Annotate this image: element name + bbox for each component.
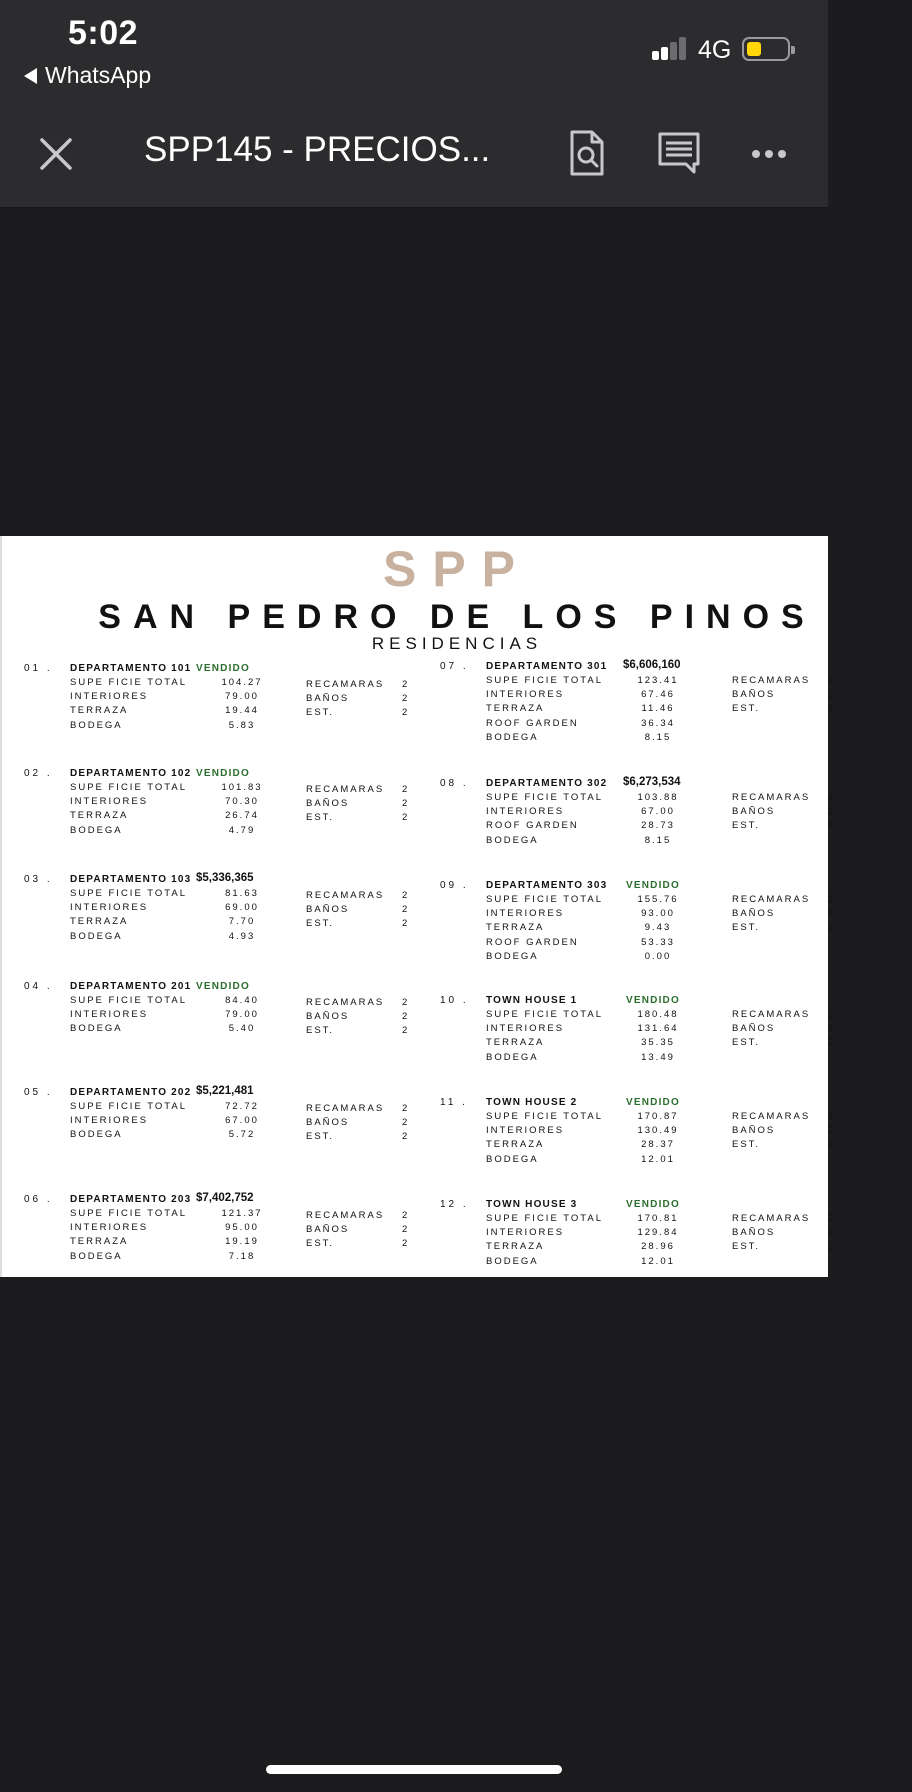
area-label: BODEGA <box>486 1153 539 1165</box>
unit-name: DEPARTAMENTO 301 <box>486 661 608 672</box>
search-document-button[interactable] <box>562 128 612 178</box>
area-value: 67.00 <box>641 806 675 818</box>
area-label: INTERIORES <box>70 1115 149 1127</box>
spec-value: 2 <box>402 693 410 705</box>
area-value: 9.43 <box>644 922 672 934</box>
area-value: 5.40 <box>228 1023 256 1035</box>
spec-value: 2 <box>402 904 410 916</box>
unit-name: DEPARTAMENTO 101 <box>70 663 192 674</box>
spec-label: BAÑOS <box>732 1125 776 1137</box>
area-value: 35.35 <box>641 1037 675 1049</box>
spec-value: 2 <box>828 806 836 818</box>
spec-value: 2 <box>402 784 410 795</box>
spec-label: BAÑOS <box>732 689 776 701</box>
unit-price: $5,221,481 <box>196 1085 254 1097</box>
area-value: 4.79 <box>228 824 256 836</box>
area-label: BODEGA <box>70 1023 123 1035</box>
more-icon <box>752 150 760 158</box>
network-type: 4G <box>698 36 732 64</box>
spec-row <box>306 890 446 904</box>
area-value: 70.30 <box>225 796 259 808</box>
area-label: TERRAZA <box>486 1037 545 1049</box>
unit-price: $6,273,534 <box>623 776 681 788</box>
spec-value: 2 <box>402 1011 410 1023</box>
area-label: INTERIORES <box>486 689 565 701</box>
comments-button[interactable] <box>654 128 704 178</box>
unit-name: DEPARTAMENTO 201 <box>70 981 192 992</box>
spec-row <box>732 1037 872 1051</box>
area-value: 53.33 <box>641 936 675 948</box>
status-bar <box>0 0 828 100</box>
spec-label: EST. <box>732 820 761 832</box>
area-value: 84.40 <box>225 995 259 1006</box>
unit-name: TOWN HOUSE 2 <box>486 1097 578 1108</box>
area-label: BODEGA <box>70 824 123 836</box>
spec-row <box>306 798 446 812</box>
sold-badge: VENDIDO <box>626 880 680 891</box>
area-label: ROOF GARDEN <box>486 717 579 729</box>
area-value: 69.00 <box>225 902 259 914</box>
area-label: SUPE FICIE TOTAL <box>486 1213 603 1224</box>
spec-value: 2 <box>402 997 410 1008</box>
spec-row <box>732 703 872 717</box>
spec-label: BAÑOS <box>306 693 350 705</box>
area-value: 8.15 <box>644 834 672 846</box>
spec-label: RECAMARAS <box>732 1111 811 1122</box>
spec-row <box>732 1241 872 1255</box>
area-value: 155.76 <box>637 894 679 905</box>
spec-row <box>306 812 446 826</box>
unit-number: 12 . <box>440 1199 469 1210</box>
unit-number: 05 . <box>24 1087 53 1098</box>
area-label: SUPE FICIE TOTAL <box>486 1009 603 1020</box>
area-label: BODEGA <box>486 1255 539 1267</box>
spec-label: EST. <box>306 812 335 824</box>
area-label: INTERIORES <box>486 1023 565 1035</box>
unit-name: DEPARTAMENTO 102 <box>70 768 192 779</box>
area-value: 12.01 <box>641 1153 675 1165</box>
area-label: TERRAZA <box>486 703 545 715</box>
spec-label: EST. <box>306 1025 335 1037</box>
close-button[interactable] <box>36 134 76 174</box>
area-value: 79.00 <box>225 1009 259 1021</box>
spec-value: 2 <box>828 1125 836 1137</box>
spec-row <box>732 1009 872 1023</box>
spec-label: BAÑOS <box>306 798 350 810</box>
area-value: 11.46 <box>641 703 675 715</box>
spec-row <box>306 707 446 721</box>
spec-row <box>732 1213 872 1227</box>
spec-row <box>306 1224 446 1238</box>
spec-value: 2 <box>828 1213 836 1224</box>
area-row <box>486 951 866 965</box>
area-value: 81.63 <box>225 888 259 899</box>
area-value: 13.49 <box>641 1051 675 1063</box>
spec-label: EST. <box>306 1238 335 1250</box>
unit-price: $6,606,160 <box>623 659 681 671</box>
area-value: 19.44 <box>225 705 259 717</box>
area-label: INTERIORES <box>70 902 149 914</box>
unit-name: DEPARTAMENTO 302 <box>486 778 608 789</box>
unit-number: 06 . <box>24 1194 53 1205</box>
spec-value: 2 <box>402 918 410 930</box>
spec-row <box>732 806 872 820</box>
spec-label: EST. <box>732 703 761 715</box>
spec-label: RECAMARAS <box>306 1103 385 1114</box>
spec-label: BAÑOS <box>732 1227 776 1239</box>
unit-name: TOWN HOUSE 3 <box>486 1199 578 1210</box>
spec-value: 2 <box>828 1037 836 1049</box>
sold-badge: VENDIDO <box>196 663 250 674</box>
spec-row <box>306 1011 446 1025</box>
area-label: SUPE FICIE TOTAL <box>70 677 187 688</box>
document-subheading: RESIDENCIAS <box>371 634 543 653</box>
spec-value: 2 <box>402 1103 410 1114</box>
spec-label: BAÑOS <box>306 1224 350 1236</box>
home-indicator[interactable] <box>266 1765 562 1774</box>
area-value: 79.00 <box>225 691 259 703</box>
spec-label: BAÑOS <box>732 806 776 818</box>
spec-value: 2 <box>828 792 836 803</box>
spec-label: RECAMARAS <box>306 1210 385 1221</box>
sold-badge: VENDIDO <box>626 995 680 1006</box>
area-label: INTERIORES <box>486 908 565 920</box>
spec-label: RECAMARAS <box>732 1009 811 1020</box>
sold-badge: VENDIDO <box>626 1097 680 1108</box>
area-label: INTERIORES <box>486 1227 565 1239</box>
spec-row <box>306 1025 446 1039</box>
spec-label: RECAMARAS <box>306 679 385 690</box>
spec-value: 2 <box>828 908 836 920</box>
area-label: SUPE FICIE TOTAL <box>486 894 603 905</box>
spec-value: 2 <box>828 1023 836 1035</box>
area-row <box>486 732 866 746</box>
spec-label: EST. <box>732 1139 761 1151</box>
spec-label: BAÑOS <box>732 908 776 920</box>
unit-number: 03 . <box>24 874 53 885</box>
spec-label: RECAMARAS <box>732 792 811 803</box>
spec-row <box>732 1111 872 1125</box>
spec-value: 2 <box>828 820 836 832</box>
unit-number: 10 . <box>440 995 469 1006</box>
status-time: 5:02 <box>68 14 139 52</box>
area-value: 67.00 <box>225 1115 259 1127</box>
area-label: BODEGA <box>486 950 539 962</box>
area-value: 170.87 <box>637 1111 679 1122</box>
area-value: 104.27 <box>221 677 263 688</box>
area-value: 19.19 <box>225 1236 259 1248</box>
spec-value: 2 <box>402 707 410 719</box>
area-label: BODEGA <box>70 930 123 942</box>
unit-number: 07 . <box>440 661 469 672</box>
close-icon <box>36 134 76 174</box>
area-label: INTERIORES <box>70 796 149 808</box>
area-label: BODEGA <box>70 1129 123 1141</box>
unit-number: 11 . <box>440 1097 468 1108</box>
sold-badge: VENDIDO <box>626 1199 680 1210</box>
spec-row <box>306 1238 446 1252</box>
area-label: INTERIORES <box>70 691 149 703</box>
spec-label: EST. <box>732 922 761 934</box>
spec-label: EST. <box>732 1037 761 1049</box>
area-value: 7.18 <box>228 1250 256 1262</box>
area-label: INTERIORES <box>486 806 565 818</box>
spec-row <box>306 1103 446 1117</box>
spec-value: 2 <box>402 798 410 810</box>
area-value: 4.93 <box>228 930 256 942</box>
spec-row <box>306 1210 446 1224</box>
area-label: BODEGA <box>486 834 539 846</box>
area-value: 123.41 <box>637 675 679 686</box>
area-value: 131.64 <box>637 1023 679 1035</box>
spec-label: RECAMARAS <box>732 1213 811 1224</box>
unit-number: 02 . <box>24 768 53 779</box>
spec-row <box>732 792 872 806</box>
spec-row <box>306 1131 446 1145</box>
area-value: 12.01 <box>641 1255 675 1267</box>
area-value: 121.37 <box>221 1208 263 1219</box>
area-row <box>70 720 450 734</box>
area-label: SUPE FICIE TOTAL <box>70 995 187 1006</box>
area-label: SUPE FICIE TOTAL <box>70 1101 187 1112</box>
spec-value: 2 <box>828 1009 836 1020</box>
spec-label: EST. <box>306 707 335 719</box>
spec-value: 2 <box>402 1238 410 1250</box>
spec-value: 2 <box>828 1241 836 1253</box>
spec-value: 2 <box>828 922 836 934</box>
area-value: 170.81 <box>637 1213 679 1224</box>
spec-value: 2 <box>402 1224 410 1236</box>
area-value: 95.00 <box>225 1222 259 1234</box>
more-options-button[interactable] <box>752 144 792 164</box>
spec-row <box>306 1117 446 1131</box>
back-to-app-link[interactable] <box>24 62 151 89</box>
area-value: 28.96 <box>641 1241 675 1253</box>
spec-row <box>732 908 872 922</box>
spec-value: 2 <box>402 1210 410 1221</box>
area-row <box>70 1251 450 1265</box>
area-label: INTERIORES <box>70 1222 149 1234</box>
area-label: TERRAZA <box>70 916 129 928</box>
area-row <box>486 937 866 951</box>
area-value: 72.72 <box>225 1101 259 1112</box>
area-value: 101.83 <box>221 782 263 793</box>
spec-value: 2 <box>402 1117 410 1129</box>
spec-value: 2 <box>828 894 836 905</box>
spec-row <box>306 997 446 1011</box>
unit-name: TOWN HOUSE 1 <box>486 995 578 1006</box>
spec-label: RECAMARAS <box>306 890 385 901</box>
area-label: INTERIORES <box>70 1009 149 1021</box>
area-label: SUPE FICIE TOTAL <box>70 888 187 899</box>
spec-row <box>732 1023 872 1037</box>
spec-label: BAÑOS <box>306 1117 350 1129</box>
unit-price: $7,402,752 <box>196 1192 254 1204</box>
spec-label: RECAMARAS <box>732 894 811 905</box>
unit-number: 08 . <box>440 778 469 789</box>
area-label: TERRAZA <box>70 810 129 822</box>
area-row <box>486 1052 866 1066</box>
document-title: SPP145 - PRECIOS... <box>144 130 491 169</box>
area-label: SUPE FICIE TOTAL <box>486 675 603 686</box>
spec-label: RECAMARAS <box>732 675 811 686</box>
area-label: SUPE FICIE TOTAL <box>70 1208 187 1219</box>
area-label: TERRAZA <box>70 705 129 717</box>
unit-name: DEPARTAMENTO 103 <box>70 874 192 885</box>
area-label: ROOF GARDEN <box>486 820 579 832</box>
sold-badge: VENDIDO <box>196 981 250 992</box>
area-value: 28.37 <box>641 1139 675 1151</box>
area-label: BODEGA <box>70 719 123 731</box>
document-heading: SAN PEDRO DE LOS PINOS <box>98 598 816 636</box>
spec-row <box>306 693 446 707</box>
area-label: SUPE FICIE TOTAL <box>70 782 187 793</box>
spec-value: 2 <box>402 679 410 690</box>
area-value: 5.72 <box>228 1129 256 1141</box>
document-page[interactable] <box>0 536 836 1277</box>
cellular-signal-icon <box>650 36 690 60</box>
area-value: 7.70 <box>228 916 256 928</box>
spec-row <box>732 922 872 936</box>
area-label: TERRAZA <box>486 1139 545 1151</box>
spec-value: 2 <box>402 1025 410 1037</box>
area-row <box>70 825 450 839</box>
spec-row <box>732 1139 872 1153</box>
spec-value: 2 <box>828 675 836 686</box>
area-value: 129.84 <box>637 1227 679 1239</box>
spec-row <box>306 784 446 798</box>
spec-value: 2 <box>402 1131 410 1143</box>
spec-row <box>732 689 872 703</box>
spp-logo: SPP <box>382 541 532 597</box>
unit-number: 01 . <box>24 663 53 674</box>
spec-row <box>732 675 872 689</box>
spec-value: 2 <box>402 812 410 824</box>
spec-row <box>732 1125 872 1139</box>
area-value: 26.74 <box>225 810 259 822</box>
spec-value: 2 <box>828 703 836 715</box>
spec-row <box>732 1227 872 1241</box>
battery-icon <box>742 37 790 61</box>
comment-icon <box>654 128 704 178</box>
area-row <box>486 718 866 732</box>
spec-label: EST. <box>306 918 335 930</box>
back-app-label: WhatsApp <box>45 62 152 88</box>
back-arrow-icon <box>24 68 37 84</box>
area-value: 180.48 <box>637 1009 679 1020</box>
spec-value: 2 <box>828 1139 836 1151</box>
spec-value: 2 <box>402 890 410 901</box>
spec-label: BAÑOS <box>306 1011 350 1023</box>
area-label: BODEGA <box>70 1250 123 1262</box>
area-row <box>486 1256 866 1270</box>
spec-value: 2 <box>828 1227 836 1239</box>
unit-price: $5,336,365 <box>196 872 254 884</box>
spec-label: BAÑOS <box>306 904 350 916</box>
spec-label: EST. <box>732 1241 761 1253</box>
area-value: 130.49 <box>637 1125 679 1137</box>
spec-value: 2 <box>828 689 836 701</box>
area-label: ROOF GARDEN <box>486 936 579 948</box>
unit-number: 09 . <box>440 880 469 891</box>
spec-label: EST. <box>306 1131 335 1143</box>
unit-name: DEPARTAMENTO 203 <box>70 1194 192 1205</box>
area-value: 8.15 <box>644 731 672 743</box>
spec-row <box>732 894 872 908</box>
area-label: INTERIORES <box>486 1125 565 1137</box>
unit-name: DEPARTAMENTO 202 <box>70 1087 192 1098</box>
area-label: BODEGA <box>486 731 539 743</box>
area-label: TERRAZA <box>486 922 545 934</box>
area-value: 0.00 <box>644 950 672 962</box>
spec-label: RECAMARAS <box>306 997 385 1008</box>
area-label: TERRAZA <box>486 1241 545 1253</box>
unit-name: DEPARTAMENTO 303 <box>486 880 608 891</box>
area-row <box>486 835 866 849</box>
area-label: BODEGA <box>486 1051 539 1063</box>
area-value: 5.83 <box>228 719 256 731</box>
area-value: 103.88 <box>637 792 679 803</box>
unit-number: 04 . <box>24 981 53 992</box>
spec-row <box>732 820 872 834</box>
document-toolbar <box>0 100 828 208</box>
search-document-icon <box>562 128 612 178</box>
sold-badge: VENDIDO <box>196 768 250 779</box>
area-value: 93.00 <box>641 908 675 920</box>
spec-value: 2 <box>828 1111 836 1122</box>
area-label: SUPE FICIE TOTAL <box>486 792 603 803</box>
spec-label: BAÑOS <box>732 1023 776 1035</box>
area-value: 28.73 <box>641 820 675 832</box>
area-label: SUPE FICIE TOTAL <box>486 1111 603 1122</box>
spec-row <box>306 904 446 918</box>
area-label: TERRAZA <box>70 1236 129 1248</box>
area-row <box>486 1154 866 1168</box>
spec-label: RECAMARAS <box>306 784 385 795</box>
spec-row <box>306 679 446 693</box>
area-value: 36.34 <box>641 717 675 729</box>
spec-row <box>306 918 446 932</box>
area-value: 67.46 <box>641 689 675 701</box>
area-row <box>70 931 450 945</box>
